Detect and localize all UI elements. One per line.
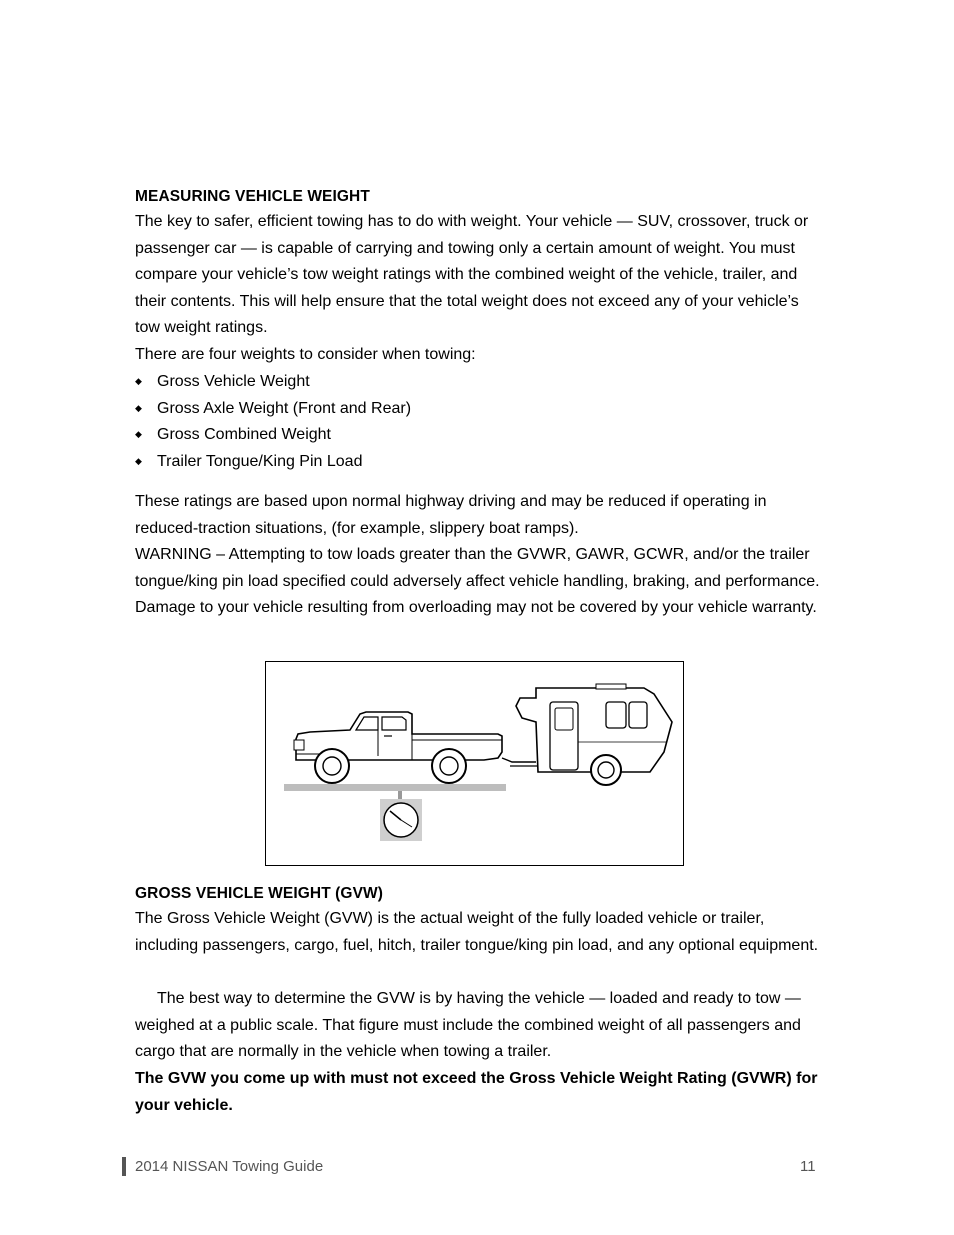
list-item: ◆ Gross Vehicle Weight: [135, 368, 310, 396]
warning-text: Attempting to tow loads greater than the GVWR, GAWR, GCWR, and/or the trailer tongue/king pin load specified could adversely affect vehicle handling, braking, and performance. Damage to your vehicle resulting from overloading may not be covered by your vehicle warranty.: [135, 546, 820, 617]
paragraph-gvw-definition: The Gross Vehicle Weight (GVW) is the actual weight of the fully loaded vehicle or trailer, including passengers, cargo, fuel, hitch, trailer tongue/king pin load, and any optional equipment.: [135, 910, 819, 954]
list-item: ◆ Gross Axle Weight (Front and Rear): [135, 395, 411, 423]
page-number: 11: [800, 1158, 816, 1175]
paragraph-weight-intro: The key to safer, efficient towing has to do with weight. Your vehicle — SUV, crossover, truck or passenger car — is capable of carrying and towing only a certain amount of weight. You must compare your vehicle’s tow weight ratings with the combined weight of the vehicle, trailer, and their contents. This will help ensure that the total weight does not exceed any of your vehicle’s tow weight ratings.: [135, 213, 809, 337]
diamond-bullet-icon: ◆: [135, 429, 142, 439]
diamond-bullet-icon: ◆: [135, 376, 142, 386]
paragraph-warning: [135, 542, 820, 622]
list-item: ◆ Trailer Tongue/King Pin Load: [135, 448, 362, 476]
diamond-bullet-icon: ◆: [135, 456, 142, 466]
diamond-bullet-icon: ◆: [135, 403, 142, 413]
truck-towing-fifth-wheel-on-scale-illustration: [265, 661, 684, 866]
list-item: ◆ Gross Combined Weight: [135, 421, 331, 449]
towing-illustration-svg: [266, 662, 683, 865]
footer-title: 2014 NISSAN Towing Guide: [135, 1158, 324, 1175]
warning-label: WARNING –: [135, 546, 226, 563]
section-heading-measuring: MEASURING VEHICLE WEIGHT: [135, 188, 370, 205]
paragraph-ratings-note: These ratings are based upon normal highway driving and may be reduced if operating in reduced-traction situations, (for example, slippery boat ramps).: [135, 493, 767, 537]
paragraph-four-weights: There are four weights to consider when towing:: [135, 346, 476, 363]
paragraph-gvw-emphasis: The GVW you come up with must not exceed the Gross Vehicle Weight Rating (GVWR) for your vehicle.: [135, 1070, 818, 1114]
paragraph-gvw-method: The best way to determine the GVW is by having the vehicle — loaded and ready to tow — weighed at a public scale. That figure must include the combined weight of all passengers and cargo that are normally in the vehicle when towing a trailer.: [135, 990, 801, 1061]
section-heading-gvw: GROSS VEHICLE WEIGHT (GVW): [135, 885, 384, 902]
footer-bar: [122, 1157, 126, 1176]
